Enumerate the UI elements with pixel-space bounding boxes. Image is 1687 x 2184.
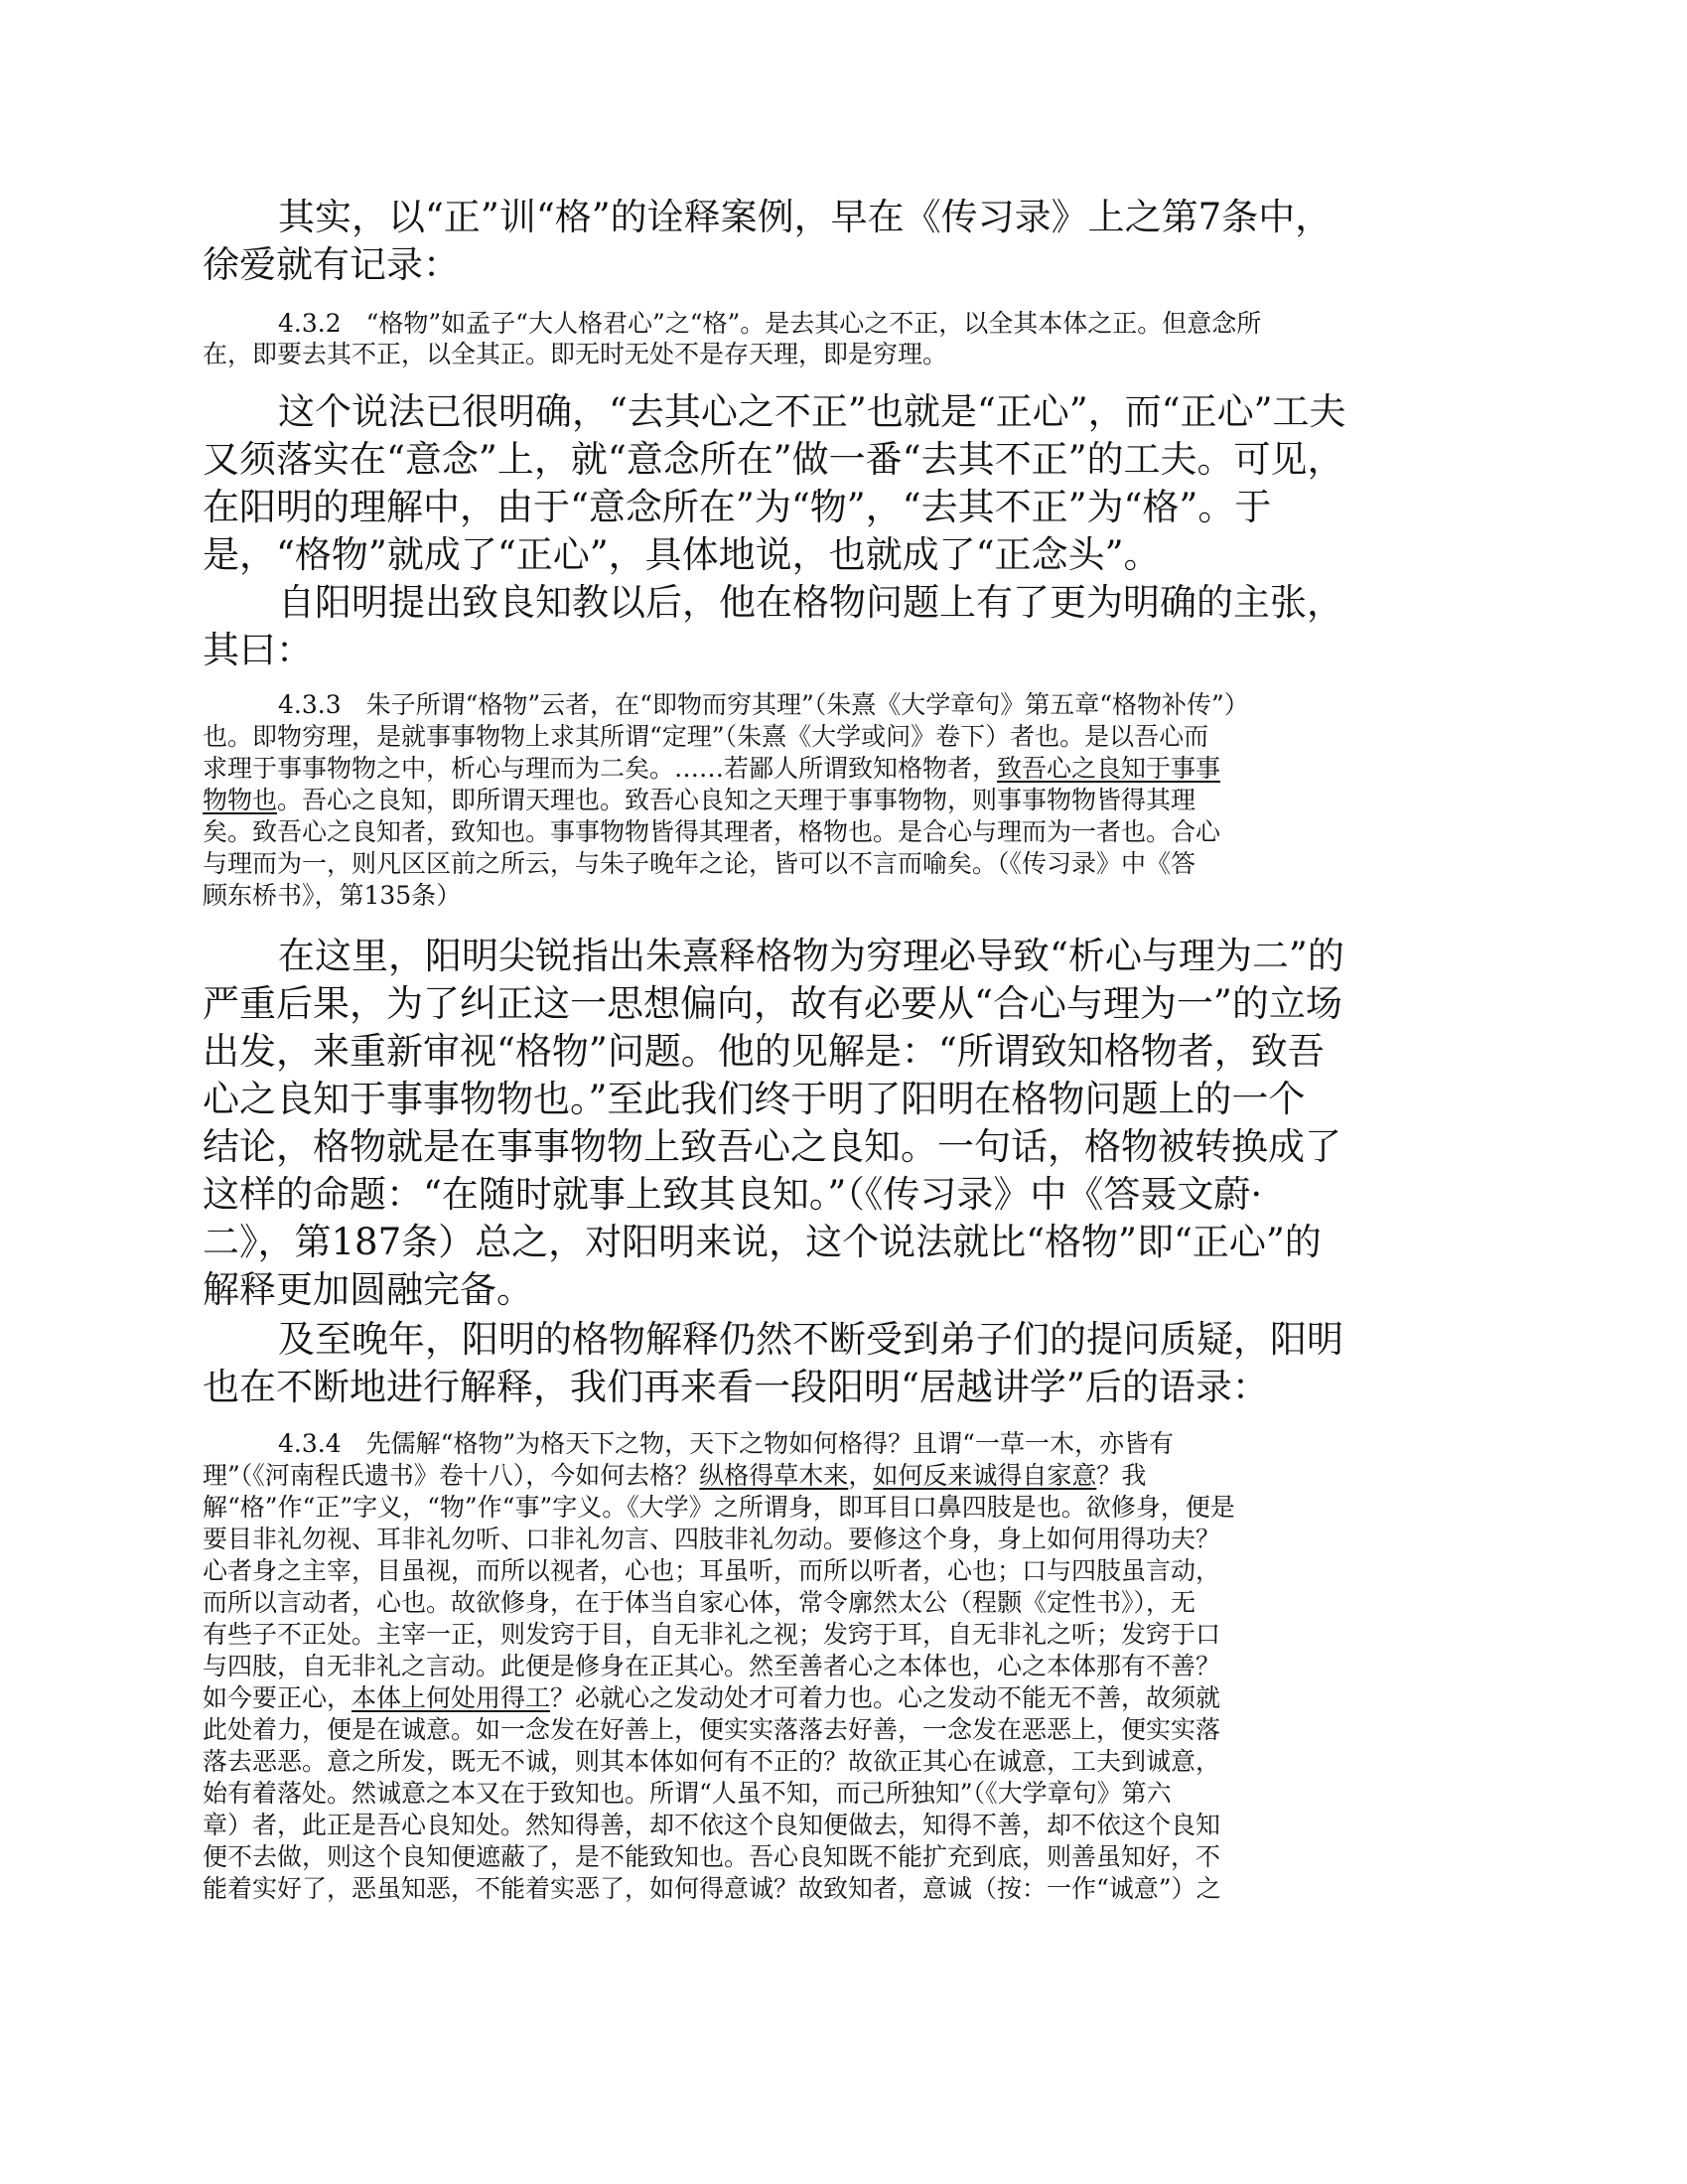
quote-4-3-4-line-10: 此处着力，便是在诚意。如一念发在好善上，便实实落落去好善，一念发在恶恶上，便实实落 (203, 1715, 1221, 1744)
quote-4-3-4-line-7: 有些子不正处。主宰一正，则发窍于目，自无非礼之视；发窍于耳，自无非礼之听；发窍于口 (203, 1620, 1221, 1649)
paragraph-4-line-4: 心之良知于事事物物也。”至此我们终于明了阳明在格物问题上的一个 (203, 1078, 1306, 1120)
quote-4-3-4-line-2 (203, 1460, 1146, 1491)
quote-4-3-4-line-11: 落去恶恶。意之所发，既无不诚，则其本体如何有不正的？故欲正其心在诚意，工夫到诚意， (203, 1747, 1221, 1776)
underlined-phrase: 纵格得草木来 (699, 1461, 849, 1490)
quote-text: ， (848, 1461, 874, 1490)
quote-text: 理”（《河南程氏遗书》卷十八），今如何去格？ (203, 1461, 700, 1490)
paragraph-4-line-3: 出发，来重新审视“格物”问题。他的见解是：“所谓致知格物者，致吾 (203, 1030, 1325, 1073)
paragraph-4-line-5: 结论，格物就是在事事物物上致吾心之良知。一句话，格物被转换成了 (203, 1125, 1341, 1168)
quote-4-3-4-line-14: 便不去做，则这个良知便遮蔽了，是不能致知也。吾心良知既不能扩充到底，则善虽知好，不 (203, 1842, 1221, 1871)
paragraph-2-line-4: 是，“格物”就成了“正心”，具体地说，也就成了“正念头”。 (203, 533, 1161, 576)
paragraph-4-line-8: 解释更加圆融完备。 (203, 1268, 533, 1311)
quote-4-3-4-line-5: 心者身之主宰，目虽视，而所以视者，心也；耳虽听，而所以听者，心也；口与四肢虽言动， (203, 1556, 1221, 1585)
quote-4-3-3-line-1: 4.3.3 朱子所谓“格物”云者，在“即物而穷其理”（朱熹《大学章句》第五章“格物补传”） (278, 690, 1249, 719)
paragraph-2-line-3: 在阳明的理解中，由于“意念所在”为“物”，“去其不正”为“格”。于 (203, 486, 1272, 528)
underlined-phrase: 致吾心之良知于事事 (997, 754, 1221, 783)
paragraph-5-line-2: 也在不断地进行解释，我们再来看一段阳明“居越讲学”后的语录： (203, 1366, 1269, 1408)
paragraph-4-line-2: 严重后果，为了纠正这一思想偏向，故有必要从“合心与理为一”的立场 (203, 982, 1342, 1025)
paragraph-4-line-1: 在这里，阳明尖锐指出朱熹释格物为穷理必导致“析心与理为二”的 (278, 935, 1344, 977)
quote-4-3-3-line-2: 也。即物穷理，是就事事物物上求其所谓“定理”（朱熹《大学或问》卷下）者也。是以吾心而 (203, 722, 1209, 751)
quote-4-3-4-line-1: 4.3.4 先儒解“格物”为格天下之物，天下之物如何格得？且谓“一草一木，亦皆有 (278, 1429, 1174, 1458)
paragraph-2-line-2: 又须落实在“意念”上，就“意念所在”做一番“去其不正”的工夫。可见， (203, 438, 1344, 481)
quote-4-3-4-line-4: 要目非礼勿视、耳非礼勿听、口非礼勿言、四肢非礼勿动。要修这个身，身上如何用得功夫？ (203, 1525, 1221, 1553)
quote-4-3-4-line-15: 能着实好了，恶虽知恶，不能着实恶了，如何得意诚？故致知者，意诚（按：一作“诚意”）之 (203, 1874, 1221, 1903)
paragraph-4-line-6: 这样的命题：“在随时就事上致其良知。”（《传习录》中《答聂文蔚· (203, 1173, 1263, 1216)
paragraph-1-line-2: 徐爱就有记录： (203, 243, 460, 286)
quote-4-3-4-line-13: 章）者，此正是吾心良知处。然知得善，却不依这个良知便做去，知得不善，却不依这个良知 (203, 1811, 1221, 1839)
quote-4-3-3-line-5: 矣。致吾心之良知者，致知也。事事物物皆得其理者，格物也。是合心与理而为一者也。合心 (203, 817, 1221, 846)
quote-4-3-4-line-8: 与四肢，自无非礼之言动。此便是修身在正其心。然至善者心之本体也，心之本体那有不善？ (203, 1652, 1221, 1680)
paragraph-2-line-1: 这个说法已很明确，“去其心之不正”也就是“正心”，而“正心”工夫 (278, 390, 1346, 433)
quote-4-3-3-line-4 (203, 785, 1195, 815)
paragraph-4-line-7: 二》，第187条）总之，对阳明来说，这个说法就比“格物”即“正心”的 (203, 1221, 1322, 1263)
quote-4-3-2-line-1: 4.3.2 “格物”如孟子“大人格君心”之“格”。是去其心之不正，以全其本体之正。但意念所 (278, 309, 1262, 338)
quote-text: 如今要正心， (203, 1683, 352, 1712)
quote-text: ？必就心之发动处才可着力也。心之发动不能无不善，故须就 (550, 1683, 1221, 1712)
quote-4-3-3-line-6: 与理而为一，则凡区区前之所云，与朱子晚年之论，皆可以不言而喻矣。（《传习录》中《答 (203, 849, 1196, 878)
quote-4-3-3-line-7: 顾东桥书》，第135条） (203, 881, 462, 910)
paragraph-5-line-1: 及至晚年，阳明的格物解释仍然不断受到弟子们的提问质疑，阳明 (278, 1318, 1343, 1361)
quote-4-3-3-line-3 (203, 753, 1220, 784)
quote-text: 。吾心之良知，即所谓天理也。致吾心良知之天理于事事物物，则事事物物皆得其理 (277, 786, 1196, 814)
underlined-phrase: 如何反来诚得自家意 (873, 1461, 1097, 1490)
quote-text: 求理于事事物物之中，析心与理而为二矣。……若鄙人所谓致知格物者， (203, 754, 998, 783)
paragraph-3-line-2: 其曰： (203, 629, 313, 671)
underlined-phrase: 本体上何处用得工 (351, 1683, 551, 1712)
quote-4-3-4-line-6: 而所以言动者，心也。故欲修身，在于体当自家心体，常令廓然太公（程颢《定性书》），无 (203, 1588, 1196, 1617)
quote-text: ？我 (1096, 1461, 1147, 1490)
paragraph-3-line-1: 自阳明提出致良知教以后，他在格物问题上有了更为明确的主张， (278, 581, 1343, 624)
quote-4-3-4-line-12: 始有着落处。然诚意之本又在于致知也。所谓“人虽不知，而己所独知”（《大学章句》第六 (203, 1779, 1172, 1808)
underlined-phrase: 物物也 (203, 786, 278, 814)
quote-4-3-2-line-2: 在，即要去其不正，以全其正。即无时无处不是存天理，即是穷理。 (203, 340, 948, 368)
quote-4-3-4-line-3: 解“格”作“正”字义，“物”作“事”字义。《大学》之所谓身，即耳目口鼻四肢是也。欲修身，便是 (203, 1493, 1235, 1522)
quote-4-3-4-line-9 (203, 1682, 1220, 1713)
paragraph-1-line-1: 其实，以“正”训“格”的诠释案例，早在《传习录》上之第7条中， (278, 196, 1333, 238)
